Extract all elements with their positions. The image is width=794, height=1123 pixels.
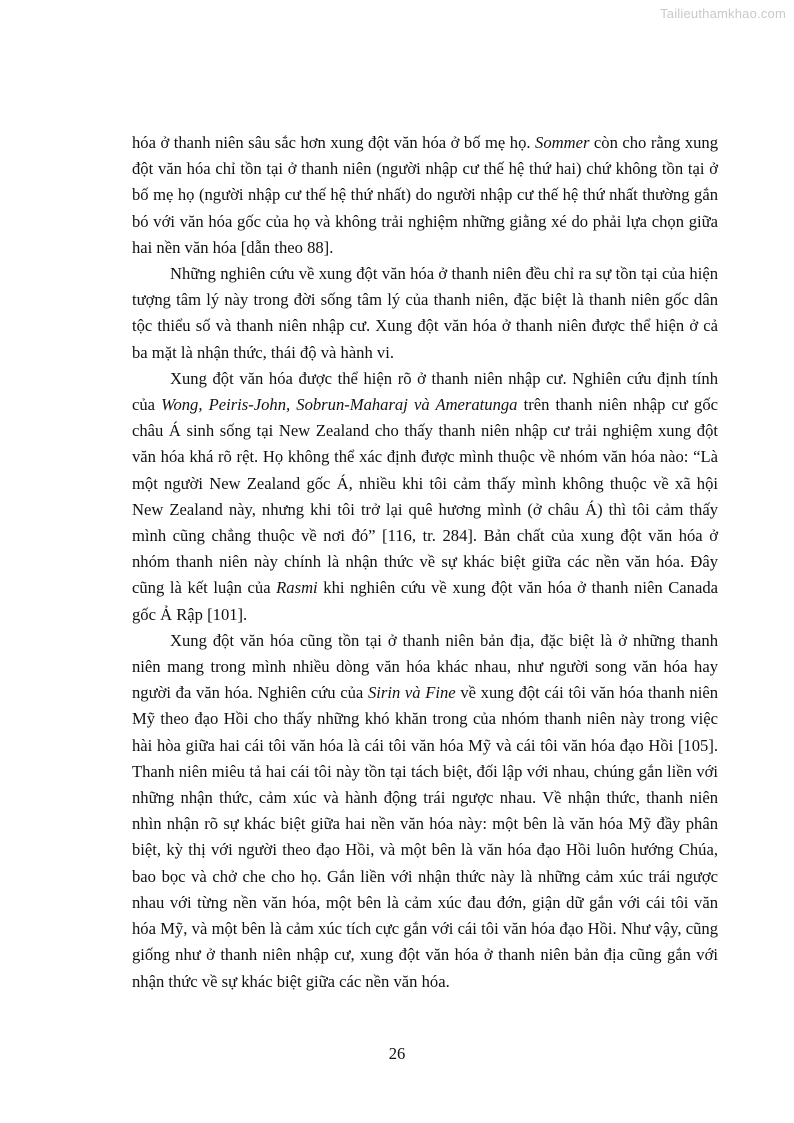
paragraph <box>132 628 718 995</box>
paragraph <box>132 366 718 628</box>
paragraph <box>132 130 718 261</box>
paragraph-text: Xung đột văn hóa cũng tồn tại ở thanh niên bản địa, đặc biệt là ở những thanh niên mang trong mình nhiều dòng văn hóa khác nhau, như người song văn hóa hay người đa văn hóa. Nghiên cứu của <box>132 630 718 703</box>
author-name: Sirin và Fine <box>367 683 456 703</box>
author-name: Wong, Peiris-John, Sobrun-Maharaj và Ameratunga <box>161 395 518 415</box>
paragraph-text: trên thanh niên nhập cư gốc châu Á sinh sống tại New Zealand cho thấy thanh niên nhập cư trải nghiệm xung đột văn hóa khá rõ rệt. Họ không thể xác định được mình thuộc về nhóm văn hóa nào: “Là một người New Zealand gốc Á, nhiều khi tôi cảm thấy mình không thuộc về xã hội New Zealand này, nhưng khi tôi trở lại quê hương mình (ở châu Á) thì tôi cảm thấy mình cũng chẳng thuộc về nơi đó” [116, tr. 284]. Bản chất của xung đột văn hóa ở nhóm thanh niên này chính là nhận thức về sự khác biệt giữa các nền văn hóa. Đây cũng là kết luận của <box>132 395 718 598</box>
page-number: 26 <box>388 1044 406 1063</box>
paragraph-text: Xung đột văn hóa được thể hiện rõ ở thanh niên nhập cư. Nghiên cứu định tính của <box>132 368 718 415</box>
document-body <box>132 130 718 995</box>
author-name: Sommer <box>535 133 590 152</box>
paragraph-text: khi nghiên cứu về xung đột văn hóa ở thanh niên Canada gốc Ả Rập [101]. <box>132 578 718 624</box>
paragraph <box>132 261 718 366</box>
paragraph-text: về xung đột cái tôi văn hóa thanh niên Mỹ theo đạo Hồi cho thấy những khó khăn trong của nhóm thanh niên này trong việc hài hòa giữa hai cái tôi văn hóa là cái tôi văn hóa Mỹ và cái tôi văn hóa đạo Hồi [105]. Thanh niên miêu tả hai cái tôi này tồn tại tách biệt, đối lập với nhau, chúng gắn liền với những nhận thức, cảm xúc và hành động trái ngược nhau. Về nhận thức, thanh niên nhìn nhận rõ sự khác biệt giữa hai nền văn hóa này: một bên là văn hóa Mỹ đầy phân biệt, kỳ thị với người theo đạo Hồi, và một bên là văn hóa đạo Hồi luôn hướng Chúa, bao bọc và chở che cho họ. Gắn liền với nhận thức này là những cảm xúc trái ngược nhau với từng nền văn hóa, một bên là cảm xúc đau đớn, giận dữ gắn với cái tôi văn hóa Mỹ, và một bên là cảm xúc tích cực gắn với cái tôi văn hóa đạo Hồi. Như vậy, cũng giống như ở thanh niên nhập cư, xung đột văn hóa ở thanh niên bản địa cũng gắn với nhận thức về sự khác biệt giữa các nền văn hóa. <box>132 683 719 991</box>
paragraph-text: hóa ở thanh niên sâu sắc hơn xung đột văn hóa ở bố mẹ họ. <box>132 133 536 152</box>
author-name: Rasmi <box>276 578 318 598</box>
paragraph-text: còn cho rằng xung đột văn hóa chỉ tồn tại ở thanh niên (người nhập cư thế hệ thứ hai) chứ không tồn tại ở bố mẹ họ (người nhập cư thế hệ thứ nhất) do người nhập cư thế hệ thứ nhất thường gắn bó với văn hóa gốc của họ và không trải nghiệm những giằng xé do phải lựa chọn giữa hai nền văn hóa [dẫn theo 88]. <box>132 133 719 257</box>
paragraph-text: Những nghiên cứu về xung đột văn hóa ở thanh niên đều chỉ ra sự tồn tại của hiện tượng tâm lý này trong đời sống tâm lý của thanh niên, đặc biệt là thanh niên gốc dân tộc thiểu số và thanh niên nhập cư. Xung đột văn hóa ở thanh niên được thể hiện ở cả ba mặt là nhận thức, thái độ và hành vi. <box>132 264 718 362</box>
watermark-text: Tailieuthamkhao.com <box>660 6 786 21</box>
